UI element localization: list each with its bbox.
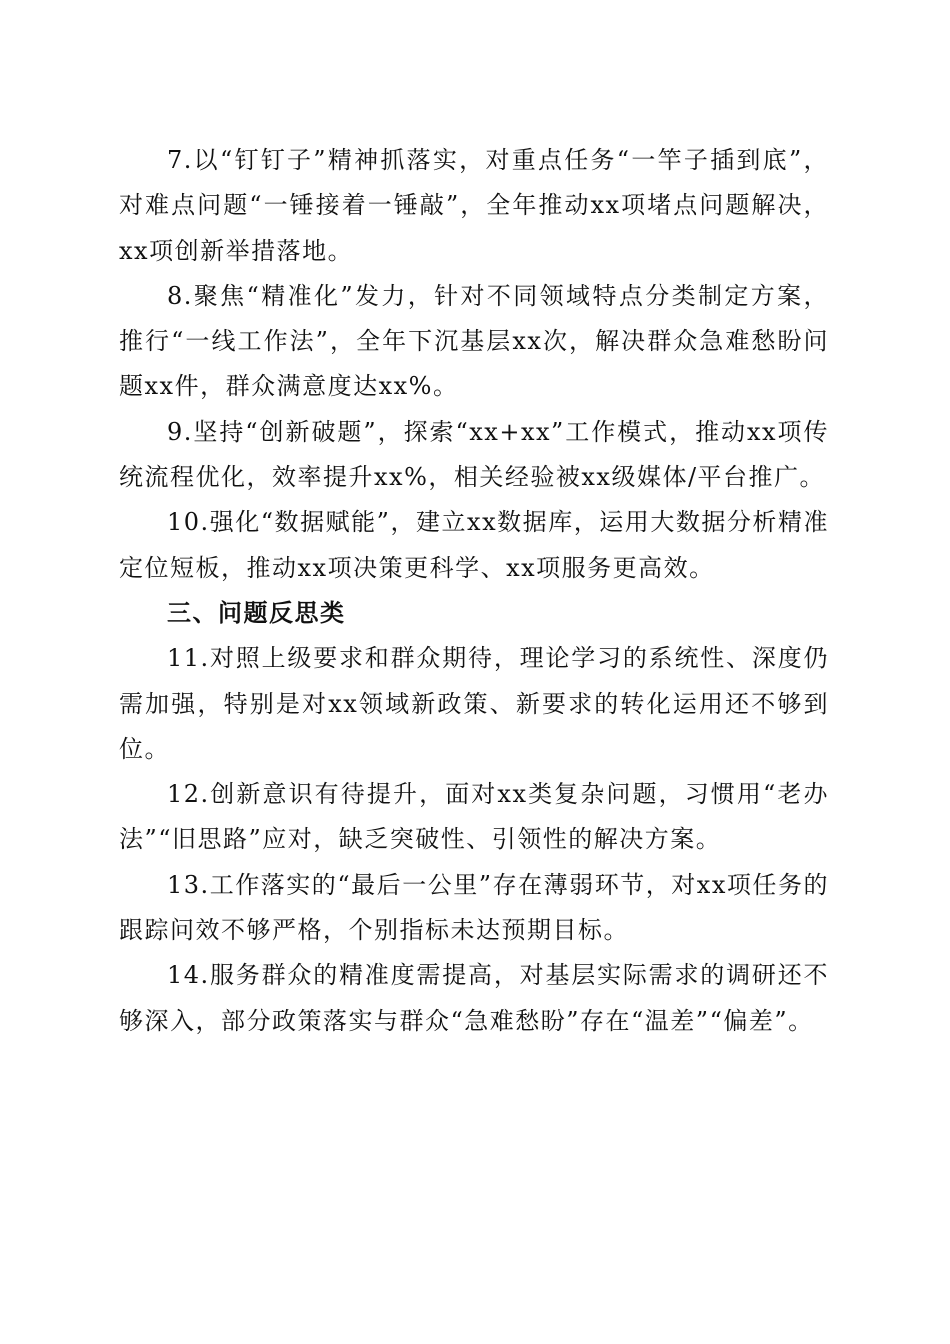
document-body	[119, 138, 829, 1044]
paragraph-item-7: 7.以“钉钉子”精神抓落实，对重点任务“一竿子插到底”，对难点问题“一锤接着一锤敲”，全年推动xx项堵点问题解决，xx项创新举措落地。	[119, 146, 829, 265]
paragraph-item-9: 9.坚持“创新破题”，探索“xx+xx”工作模式，推动xx项传统流程优化，效率提升xx%，相关经验被xx级媒体/平台推广。	[119, 417, 829, 492]
paragraph-item-8: 8.聚焦“精准化”发力，针对不同领域特点分类制定方案，推行“一线工作法”，全年下沉基层xx次，解决群众急难愁盼问题xx件，群众满意度达xx%。	[119, 281, 829, 401]
paragraph-item-13: 13.工作落实的“最后一公里”存在薄弱环节，对xx项任务的跟踪问效不够严格，个别指标未达预期目标。	[119, 870, 829, 945]
paragraph-item-12: 12.创新意识有待提升，面对xx类复杂问题，习惯用“老办法”“旧思路”应对，缺乏突破性、引领性的解决方案。	[119, 780, 829, 854]
paragraph-item-11: 11.对照上级要求和群众期待，理论学习的系统性、深度仍需加强，特别是对xx领域新政策、新要求的转化运用还不够到位。	[119, 644, 829, 763]
paragraph-item-10: 10.强化“数据赋能”，建立xx数据库，运用大数据分析精准定位短板，推动xx项决策更科学、xx项服务更高效。	[119, 508, 829, 582]
paragraph-item-14: 14.服务群众的精准度需提高，对基层实际需求的调研还不够深入，部分政策落实与群众“急难愁盼”存在“温差”“偏差”。	[119, 961, 829, 1035]
section-heading: 三、问题反思类	[167, 598, 346, 627]
